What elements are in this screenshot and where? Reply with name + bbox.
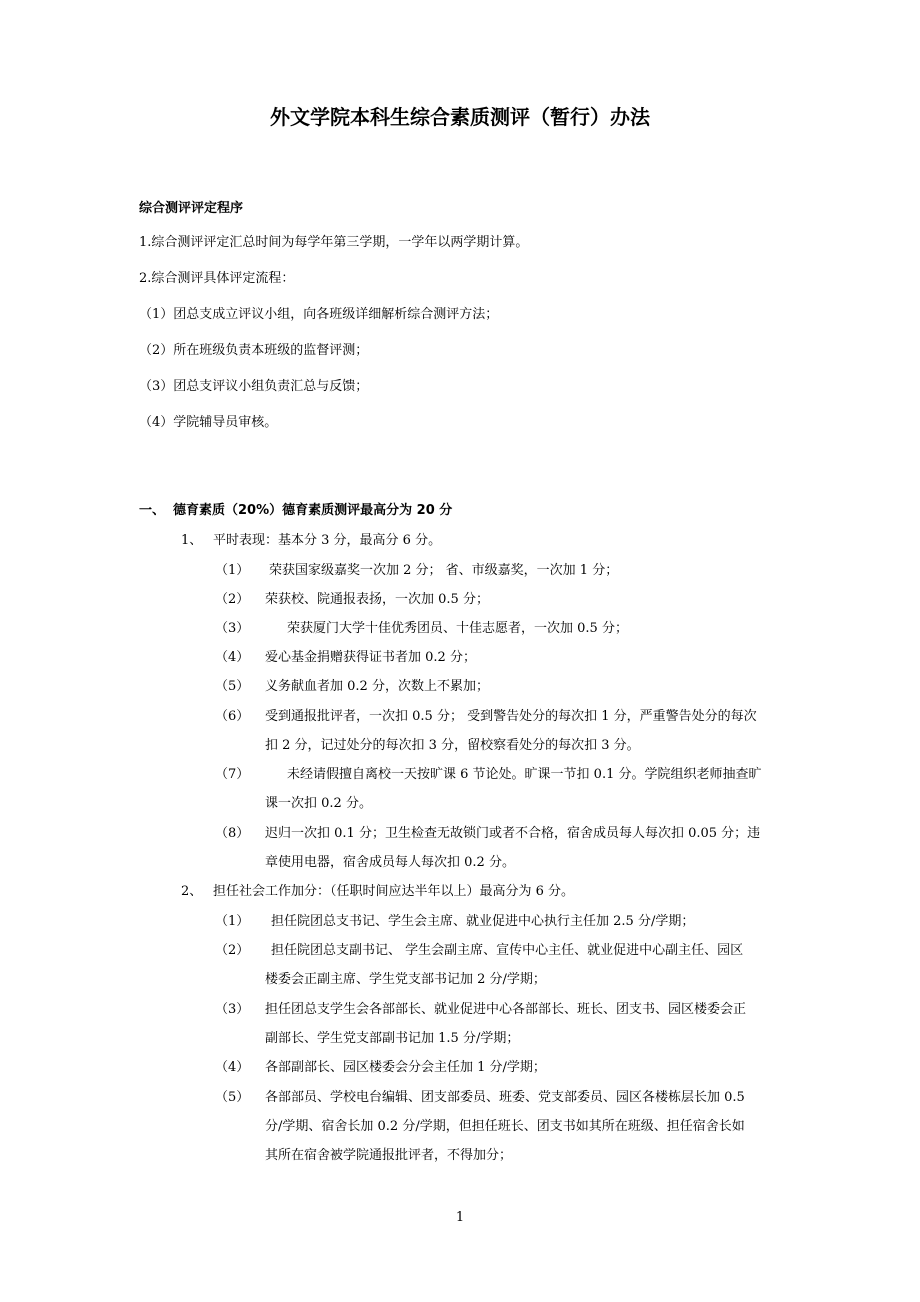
item-text: 迟归一次扣 0.1 分；卫生检查无故锁门或者不合格，宿舍成员每人每次扣 0.05 分；违 — [265, 826, 761, 841]
item-number: （7） — [215, 767, 250, 782]
item-text: 荣获国家级嘉奖一次加 2 分； 省、市级嘉奖，一次加 1 分； — [269, 563, 619, 578]
item-number: （5） — [215, 679, 250, 694]
item-text: 担任团总支学生会各部部长、就业促进中心各部部长、班长、团支书、园区楼委会正 — [265, 1002, 747, 1017]
item-text-continued: 章使用电器，宿舍成员每人每次扣 0.2 分。 — [265, 855, 515, 870]
subsection-number: 2、 — [181, 884, 203, 899]
subsection-number: 1、 — [181, 533, 203, 548]
subsection-text: 担任社会工作加分：（任职时间应达半年以上）最高分为 6 分。 — [213, 884, 575, 899]
item-text: 义务献血者加 0.2 分，次数上不累加； — [265, 679, 489, 694]
page-title: 外文学院本科生综合素质测评（暂行）办法 — [270, 105, 650, 129]
procedure-step: （3）团总支评议小组负责汇总与反馈； — [139, 379, 369, 394]
page-number: 1 — [455, 1210, 465, 1225]
item-number: （6） — [215, 709, 250, 724]
item-text: 荣获厦门大学十佳优秀团员、十佳志愿者，一次加 0.5 分； — [287, 621, 628, 636]
item-number: （2） — [215, 592, 250, 607]
item-text: 各部部员、学校电台编辑、团支部委员、班委、党支部委员、园区各楼栋层长加 0.5 — [265, 1090, 745, 1105]
section-heading: 德育素质（20%）德育素质测评最高分为 20 分 — [173, 503, 453, 518]
item-number: （1） — [215, 563, 250, 578]
item-text: 荣获校、院通报表扬，一次加 0.5 分； — [265, 592, 489, 607]
item-text-continued: 分/学期、宿舍长加 0.2 分/学期，但担任班长、团支书如其所在班级、担任宿舍长如 — [265, 1119, 745, 1134]
procedure-paragraph-2: 2.综合测评具体评定流程： — [139, 271, 295, 286]
item-text: 受到通报批评者，一次扣 0.5 分； 受到警告处分的每次扣 1 分，严重警告处分的每次 — [265, 709, 757, 724]
item-number: （3） — [215, 621, 250, 636]
item-number: （1） — [215, 914, 250, 929]
procedure-step: （2）所在班级负责本班级的监督评测； — [139, 343, 369, 358]
item-text-continued: 课一次扣 0.2 分。 — [265, 796, 372, 811]
procedure-step: （1）团总支成立评议小组，向各班级详细解析综合测评方法； — [139, 307, 499, 322]
section-number: 一、 — [139, 503, 166, 518]
item-text: 各部副部长、园区楼委会分会主任加 1 分/学期； — [265, 1060, 546, 1075]
item-text: 未经请假擅自离校一天按旷课 6 节论处。旷课一节扣 0.1 分。学院组织老师抽查旷 — [287, 767, 762, 782]
item-text-continued: 副部长、学生党支部副书记加 1.5 分/学期； — [265, 1031, 520, 1046]
procedure-heading: 综合测评评定程序 — [139, 201, 244, 216]
item-text-continued: 扣 2 分，记过处分的每次扣 3 分，留校察看处分的每次扣 3 分。 — [265, 738, 640, 753]
item-number: （4） — [215, 650, 250, 665]
procedure-paragraph-1: 1.综合测评评定汇总时间为每学年第三学期，一学年以两学期计算。 — [139, 235, 529, 250]
procedure-step: （4）学院辅导员审核。 — [139, 415, 278, 430]
item-number: （5） — [215, 1090, 250, 1105]
item-number: （4） — [215, 1060, 250, 1075]
subsection-text: 平时表现：基本分 3 分，最高分 6 分。 — [213, 533, 442, 548]
item-text: 爱心基金捐赠获得证书者加 0.2 分； — [265, 650, 476, 665]
item-text: 担任院团总支副书记、 学生会副主席、宣传中心主任、就业促进中心副主任、园区 — [271, 943, 744, 958]
item-text: 担任院团总支书记、学生会主席、就业促进中心执行主任加 2.5 分/学期； — [271, 914, 695, 929]
item-number: （3） — [215, 1002, 250, 1017]
item-text-continued: 其所在宿舍被学院通报批评者，不得加分； — [265, 1148, 513, 1163]
item-number: （8） — [215, 826, 250, 841]
item-text-continued: 楼委会正副主席、学生党支部书记加 2 分/学期； — [265, 972, 546, 987]
item-number: （2） — [215, 943, 250, 958]
